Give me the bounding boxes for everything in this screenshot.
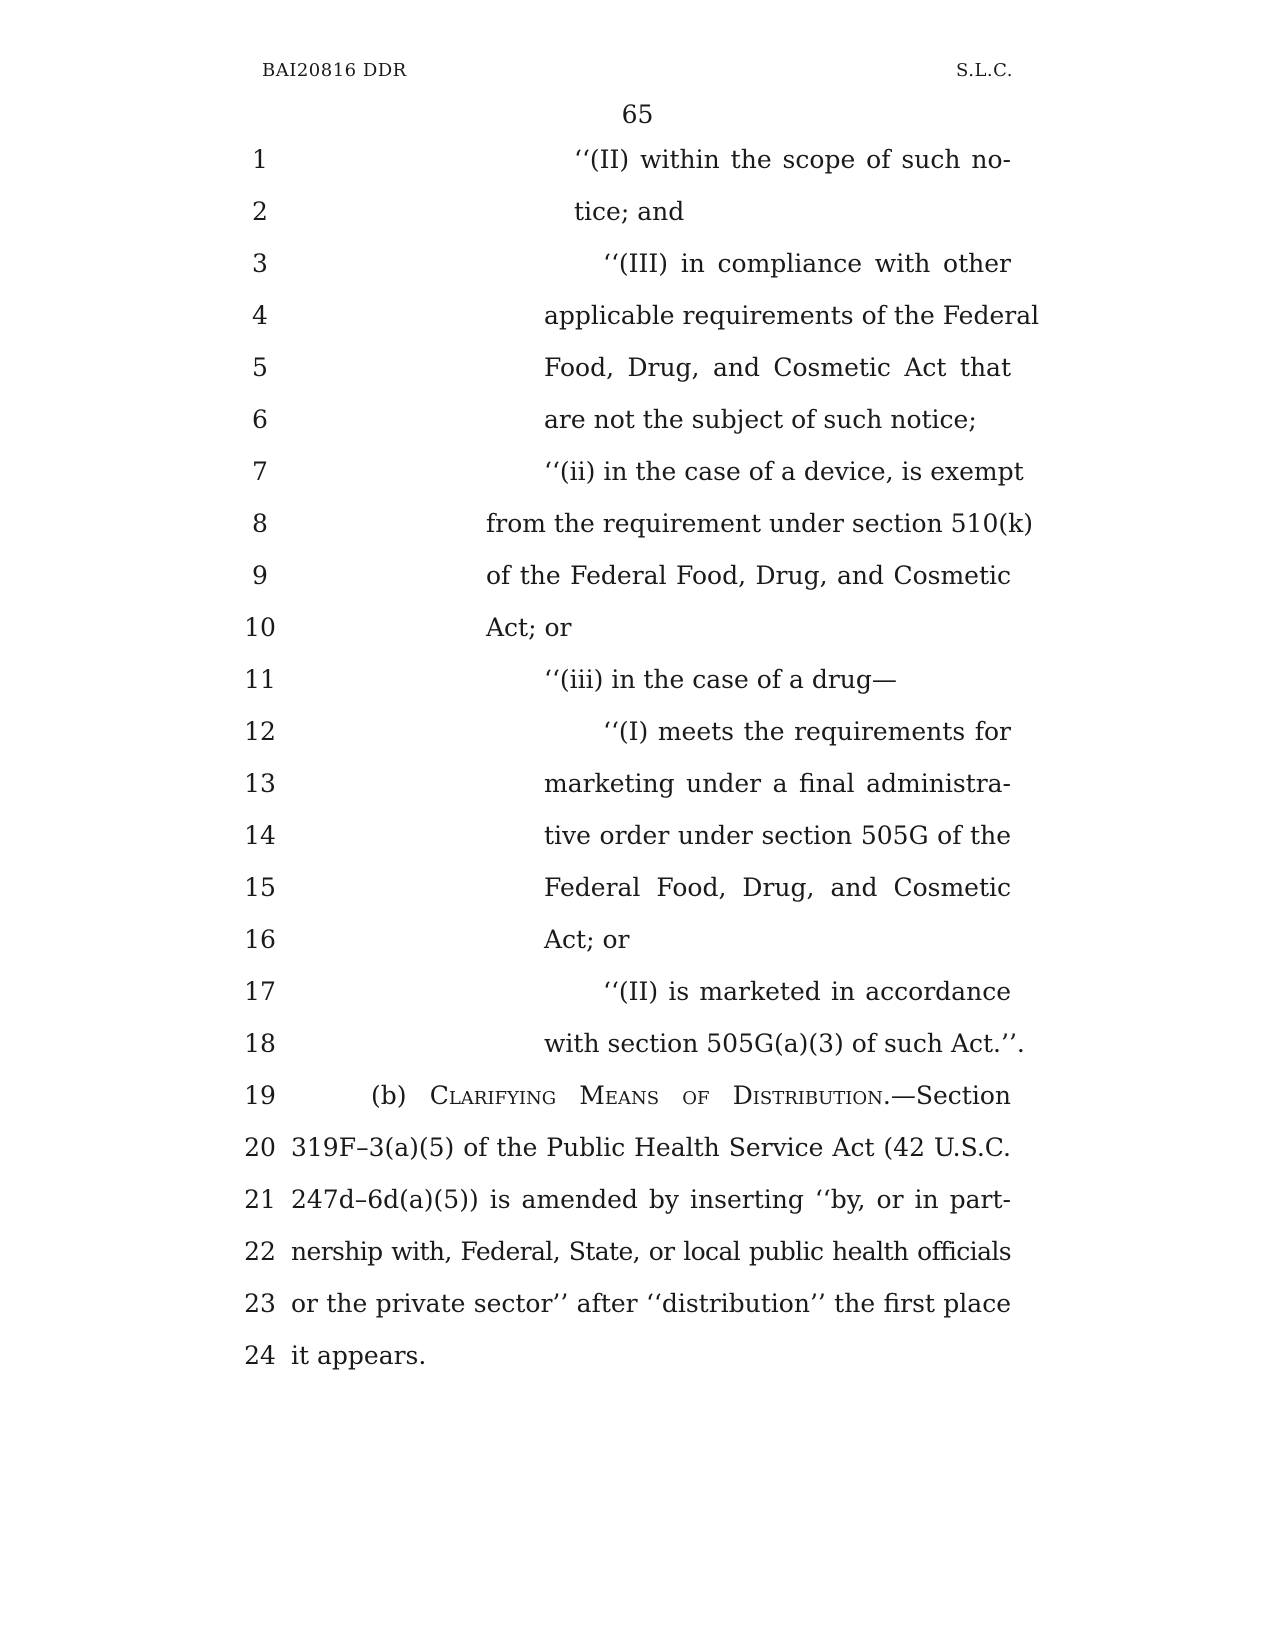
line-number: 6	[252, 405, 268, 434]
line-text: of the Federal Food, Drug, and Cosmetic	[486, 561, 1011, 590]
line-text: with section 505G(a)(3) of such Act.’’.	[544, 1029, 1025, 1058]
bill-line	[0, 1232, 1275, 1272]
line-number: 3	[252, 249, 268, 278]
line-text: tice; and	[574, 197, 685, 226]
page-number: 65	[621, 100, 654, 129]
bill-line	[0, 712, 1275, 752]
bill-line	[0, 764, 1275, 804]
line-text: 319F–3(a)(5) of the Public Health Service Act (42 U.S.C.	[291, 1133, 1011, 1162]
line-number: 8	[252, 509, 268, 538]
line-text: are not the subject of such notice;	[544, 405, 977, 434]
line-number: 14	[244, 821, 276, 850]
bill-line	[0, 1024, 1275, 1064]
line-number: 22	[244, 1237, 276, 1266]
line-text: nership with, Federal, State, or local public health officials	[291, 1237, 1011, 1266]
line-number: 10	[244, 613, 276, 642]
bill-line	[0, 816, 1275, 856]
line-number: 9	[252, 561, 268, 590]
line-text: applicable requirements of the Federal	[544, 301, 1040, 330]
line-number: 7	[252, 457, 268, 486]
bill-line	[0, 1180, 1275, 1220]
line-text: marketing under a final administra-	[544, 769, 1011, 798]
office-code: S.L.C.	[956, 60, 1013, 81]
line-number: 19	[244, 1081, 276, 1110]
subsection-heading: Clarifying Means of Distribution	[429, 1081, 883, 1110]
line-text: ‘‘(iii) in the case of a drug—	[544, 665, 897, 694]
bill-line	[0, 1128, 1275, 1168]
subsection-designator: (b)	[371, 1081, 430, 1110]
line-number: 2	[252, 197, 268, 226]
bill-line	[0, 400, 1275, 440]
bill-line	[0, 1076, 1275, 1116]
line-text: ‘‘(I) meets the requirements for	[603, 717, 1011, 746]
bill-line	[0, 556, 1275, 596]
line-text: ‘‘(ii) in the case of a device, is exempt	[544, 457, 1024, 486]
line-text: ‘‘(III) in compliance with other	[603, 249, 1011, 278]
bill-line	[0, 920, 1275, 960]
line-text: 247d–6d(a)(5)) is amended by inserting ‘‘by, or in part-	[291, 1185, 1011, 1214]
line-number: 5	[252, 353, 268, 382]
line-text: ‘‘(II) is marketed in accordance	[603, 977, 1011, 1006]
bill-line	[0, 868, 1275, 908]
line-number: 16	[244, 925, 276, 954]
bill-line	[0, 140, 1275, 180]
line-text: ‘‘(II) within the scope of such no-	[574, 145, 1011, 174]
line-number: 13	[244, 769, 276, 798]
line-number: 23	[244, 1289, 276, 1318]
line-text: Food, Drug, and Cosmetic Act that	[544, 353, 1011, 382]
line-number: 15	[244, 873, 276, 902]
line-text: Act; or	[544, 925, 630, 954]
line-text: from the requirement under section 510(k)	[486, 509, 1034, 538]
bill-line	[0, 972, 1275, 1012]
line-text: or the private sector’’ after ‘‘distribution’’ the first place	[291, 1289, 1011, 1318]
bill-line	[0, 608, 1275, 648]
line-number: 17	[244, 977, 276, 1006]
bill-line	[0, 504, 1275, 544]
line-number: 24	[244, 1341, 276, 1370]
bill-line	[0, 348, 1275, 388]
line-text	[371, 1076, 1011, 1116]
line-number: 12	[244, 717, 276, 746]
line-number: 20	[244, 1133, 276, 1162]
line-text: tive order under section 505G of the	[544, 821, 1011, 850]
document-id: BAI20816 DDR	[262, 60, 407, 81]
line-number: 18	[244, 1029, 276, 1058]
line-text: Federal Food, Drug, and Cosmetic	[544, 873, 1011, 902]
bill-line	[0, 192, 1275, 232]
bill-line	[0, 244, 1275, 284]
line-number: 21	[244, 1185, 276, 1214]
subsection-text: .—Section	[882, 1081, 1011, 1110]
line-number: 11	[244, 665, 276, 694]
bill-line	[0, 452, 1275, 492]
bill-line	[0, 296, 1275, 336]
line-text: Act; or	[486, 613, 572, 642]
bill-line	[0, 660, 1275, 700]
line-text: it appears.	[291, 1341, 427, 1370]
bill-line	[0, 1284, 1275, 1324]
bill-line	[0, 1336, 1275, 1376]
line-number: 1	[252, 145, 268, 174]
line-number: 4	[252, 301, 268, 330]
